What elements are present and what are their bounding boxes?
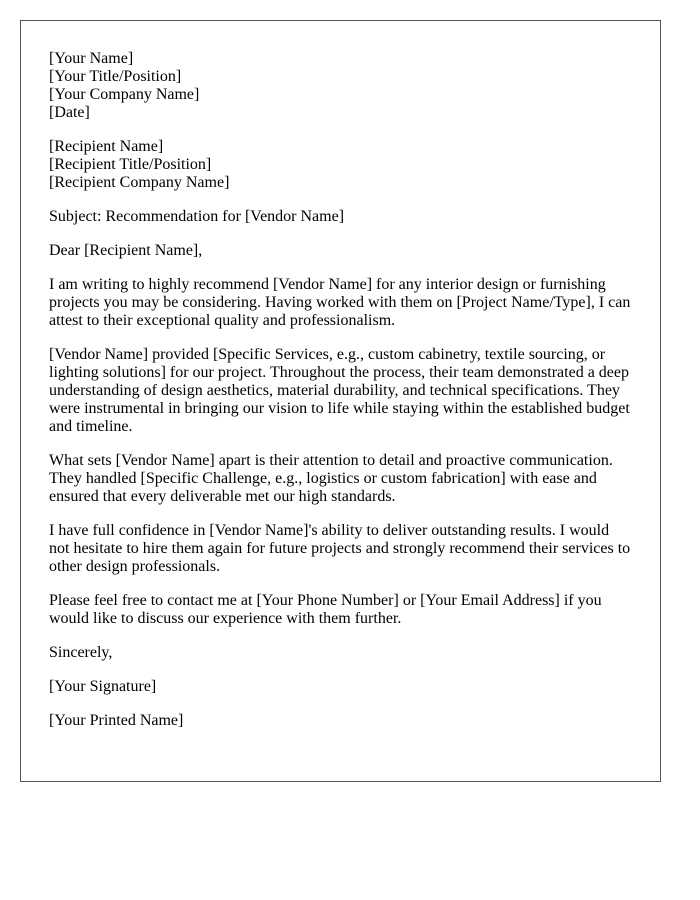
body-paragraph: I have full confidence in [Vendor Name]'s ability to deliver outstanding results. I would not hesitate to hire them again for future projects and strongly recommend their services to other design professionals. bbox=[49, 522, 631, 575]
printed-name: [Your Printed Name] bbox=[49, 712, 184, 729]
salutation: Dear [Recipient Name], bbox=[49, 242, 203, 259]
sender-title: [Your Title/Position] bbox=[49, 68, 182, 85]
body-paragraph: What sets [Vendor Name] apart is their attention to detail and proactive communication. They handled [Specific Challenge, e.g., logistics or custom fabrication] with ease and ensured that every deliverable met our high standards. bbox=[49, 452, 613, 505]
body-paragraph: [Vendor Name] provided [Specific Services, e.g., custom cabinetry, textile sourcing, or lighting solutions] for our project. Throughout the process, their team demonstrated a deep understanding of design aesthetics, material durability, and technical specifications. They were instrumental in bringing our vision to life while staying within the established budget and timeline. bbox=[49, 346, 630, 435]
recipient-name: [Recipient Name] bbox=[49, 138, 164, 155]
closing: Sincerely, bbox=[49, 644, 113, 661]
sender-block bbox=[49, 50, 632, 122]
letter-date: [Date] bbox=[49, 104, 90, 121]
recipient-title: [Recipient Title/Position] bbox=[49, 156, 212, 173]
recipient-block bbox=[49, 138, 632, 192]
body-paragraph: I am writing to highly recommend [Vendor Name] for any interior design or furnishing projects you may be considering. Having worked with them on [Project Name/Type], I can attest to their exceptional quality and professionalism. bbox=[49, 276, 631, 329]
recipient-company: [Recipient Company Name] bbox=[49, 174, 230, 191]
signature: [Your Signature] bbox=[49, 678, 157, 695]
body-paragraph: Please feel free to contact me at [Your Phone Number] or [Your Email Address] if you would like to discuss our experience with them further. bbox=[49, 592, 602, 627]
subject-line: Subject: Recommendation for [Vendor Name] bbox=[49, 208, 345, 225]
sender-company: [Your Company Name] bbox=[49, 86, 200, 103]
letter bbox=[20, 20, 661, 782]
sender-name: [Your Name] bbox=[49, 50, 134, 67]
